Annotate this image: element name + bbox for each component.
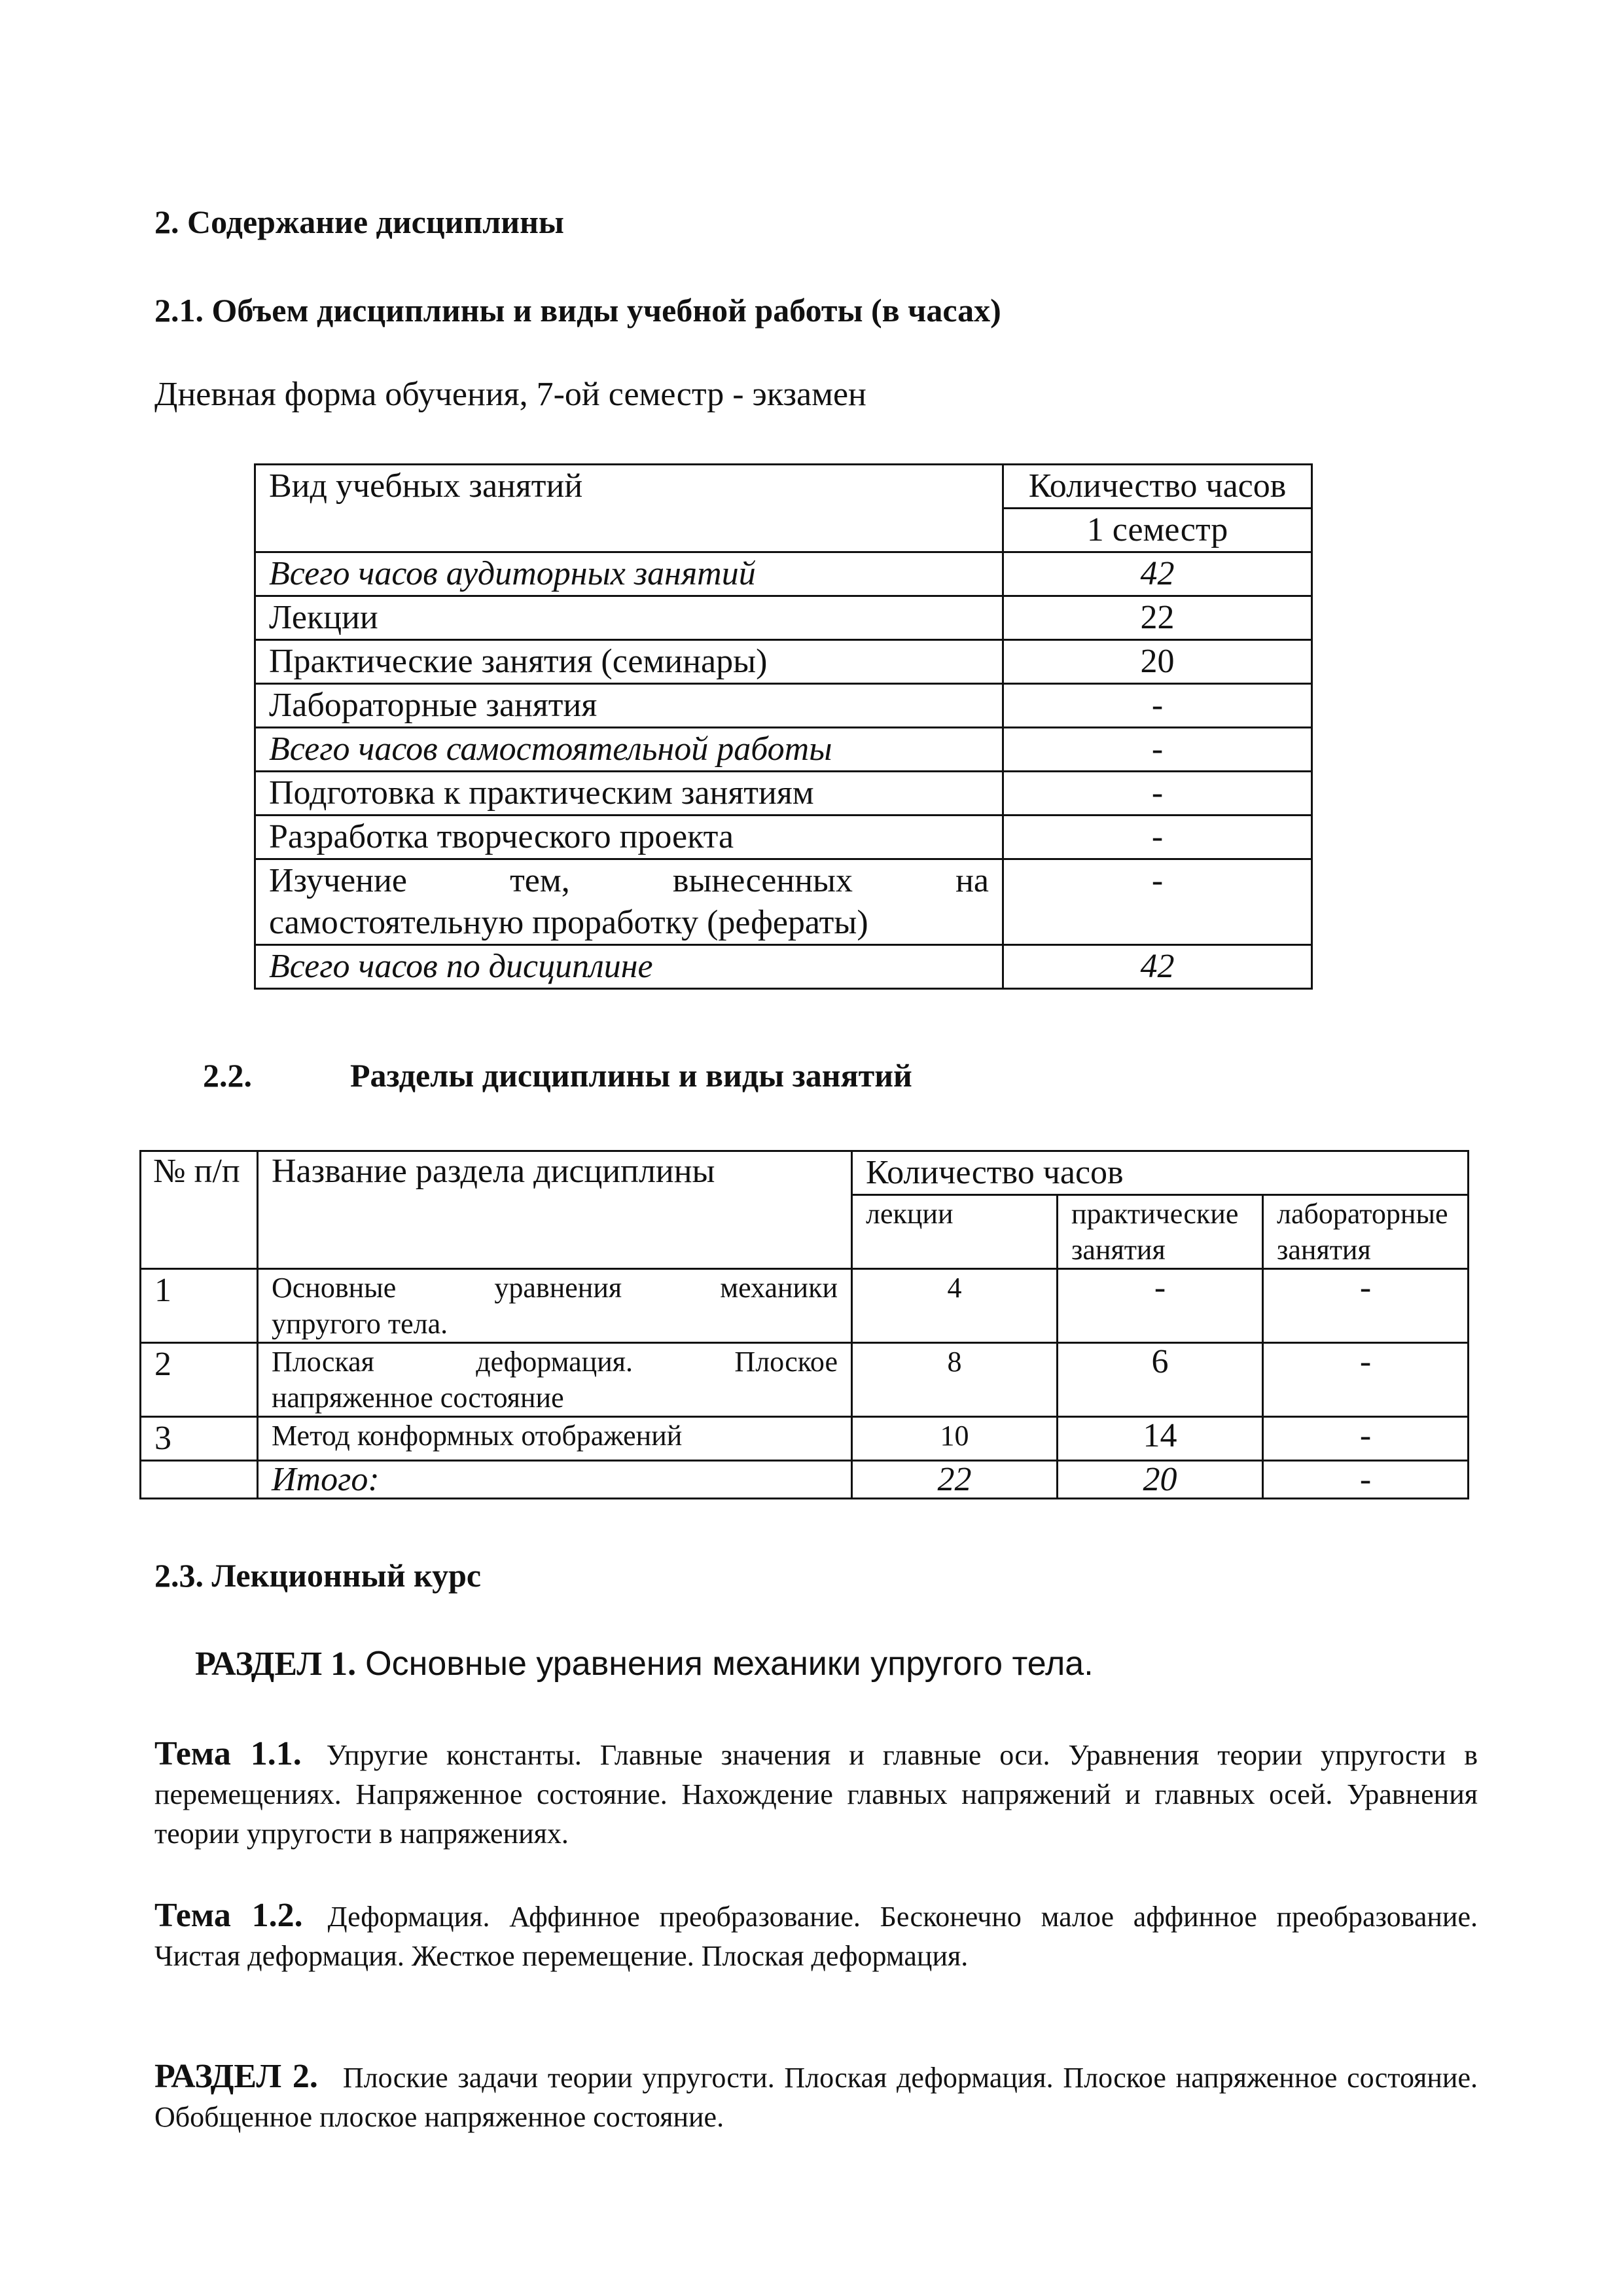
section-1-label: РАЗДЕЛ 1. <box>195 1645 357 1683</box>
row-value: - <box>1003 859 1312 945</box>
section-1-text: Основные уравнения механики упругого тела. <box>365 1645 1094 1683</box>
table-row <box>141 1269 1469 1343</box>
row-name-line1: Плоская деформация. Плоское <box>272 1346 838 1378</box>
topic-1-2-text: Деформация. Аффинное преобразование. Бесконечно малое аффинное преобразование. Чистая деформация. Жесткое перемещение. Плоская деформация. <box>154 1901 1478 1972</box>
topic-1-2-label: Тема 1.2. <box>154 1897 303 1934</box>
row-name-line1: Основные уравнения механики <box>272 1272 838 1304</box>
table-row <box>255 945 1312 989</box>
row-label: Лекции <box>255 596 1003 640</box>
section-2 <box>154 2057 1478 2137</box>
table-row <box>141 1417 1469 1461</box>
total-lab: - <box>1263 1461 1469 1499</box>
row-practical: - <box>1058 1269 1263 1343</box>
table-header-type: Вид учебных занятий <box>255 465 1003 552</box>
row-label <box>255 859 1003 945</box>
row-lectures: 10 <box>852 1417 1058 1461</box>
table-row-total <box>141 1461 1469 1499</box>
row-name-line2: напряженное состояние <box>272 1382 564 1414</box>
row-value: - <box>1003 816 1312 859</box>
topic-1-1-label: Тема 1.1. <box>154 1735 302 1772</box>
row-name-line2: упругого тела. <box>272 1308 448 1340</box>
row-label-line1: Изучение тем, вынесенных на <box>269 862 989 899</box>
table-header-name: Название раздела дисциплины <box>258 1151 852 1269</box>
row-value: - <box>1003 772 1312 816</box>
row-label: Всего часов по дисциплине <box>255 945 1003 989</box>
row-value: - <box>1003 684 1312 728</box>
row-lab: - <box>1263 1269 1469 1343</box>
total-label: Итого: <box>258 1461 852 1499</box>
table-header-num: № п/п <box>141 1151 258 1269</box>
section-2-label: РАЗДЕЛ 2. <box>154 2058 318 2095</box>
row-label: Разработка творческого проекта <box>255 816 1003 859</box>
table-row <box>255 684 1312 728</box>
section-heading-volume: 2.1. Объем дисциплины и виды учебной работы (в часах) <box>154 292 1001 329</box>
total-lectures: 22 <box>852 1461 1058 1499</box>
table-header-lectures: лекции <box>852 1195 1058 1269</box>
section-heading-content: 2. Содержание дисциплины <box>154 204 564 240</box>
row-lab: - <box>1263 1417 1469 1461</box>
row-value: 42 <box>1003 945 1312 989</box>
row-label: Подготовка к практическим занятиям <box>255 772 1003 816</box>
sections-table <box>139 1150 1469 1499</box>
row-name <box>258 1269 852 1343</box>
row-num: 1 <box>141 1269 258 1343</box>
table-row <box>255 640 1312 684</box>
total-practical: 20 <box>1058 1461 1263 1499</box>
total-num-empty <box>141 1461 258 1499</box>
table-row <box>255 859 1312 945</box>
table-header-hours: Количество часов <box>1003 465 1312 509</box>
row-label: Практические занятия (семинары) <box>255 640 1003 684</box>
row-label: Всего часов аудиторных занятий <box>255 552 1003 596</box>
row-label-line2: самостоятельную проработку (рефераты) <box>269 904 868 941</box>
section-heading-number: 2.2. <box>203 1057 252 1094</box>
table-row <box>255 596 1312 640</box>
table-header-lab: лабораторные занятия <box>1263 1195 1469 1269</box>
row-practical: 14 <box>1058 1417 1263 1461</box>
row-lectures: 4 <box>852 1269 1058 1343</box>
section-2-text: Плоские задачи теории упругости. Плоская деформация. Плоское напряженное состояние. Обобщенное плоское напряженное состояние. <box>154 2062 1478 2133</box>
topic-1-1-text: Упругие константы. Главные значения и главные оси. Уравнения теории упругости в перемещениях. Напряженное состояние. Нахождение главных напряжений и главных осей. Уравнения теории упругости в напряжениях. <box>154 1739 1478 1850</box>
row-value: 42 <box>1003 552 1312 596</box>
table-row <box>255 816 1312 859</box>
table-row <box>255 728 1312 772</box>
row-value: - <box>1003 728 1312 772</box>
row-name <box>258 1343 852 1417</box>
study-form-line: Дневная форма обучения, 7-ой семестр - экзамен <box>154 376 866 413</box>
table-row <box>255 552 1312 596</box>
section-1 <box>195 1644 1094 1683</box>
row-label: Всего часов самостоятельной работы <box>255 728 1003 772</box>
table-header-hours: Количество часов <box>852 1151 1469 1195</box>
row-num: 3 <box>141 1417 258 1461</box>
row-lectures: 8 <box>852 1343 1058 1417</box>
table-header-semester: 1 семестр <box>1003 509 1312 552</box>
row-lab: - <box>1263 1343 1469 1417</box>
row-practical: 6 <box>1058 1343 1263 1417</box>
section-heading-lectures: 2.3. Лекционный курс <box>154 1557 482 1594</box>
row-num: 2 <box>141 1343 258 1417</box>
row-value: 22 <box>1003 596 1312 640</box>
topic-1-1 <box>154 1734 1478 1854</box>
row-name: Метод конформных отображений <box>258 1417 852 1461</box>
row-value: 20 <box>1003 640 1312 684</box>
hours-table <box>254 463 1313 990</box>
row-label: Лабораторные занятия <box>255 684 1003 728</box>
section-heading-sections: Разделы дисциплины и виды занятий <box>350 1057 912 1094</box>
topic-1-2 <box>154 1896 1478 1976</box>
table-row <box>255 772 1312 816</box>
table-row <box>141 1343 1469 1417</box>
table-header-practical: практические занятия <box>1058 1195 1263 1269</box>
